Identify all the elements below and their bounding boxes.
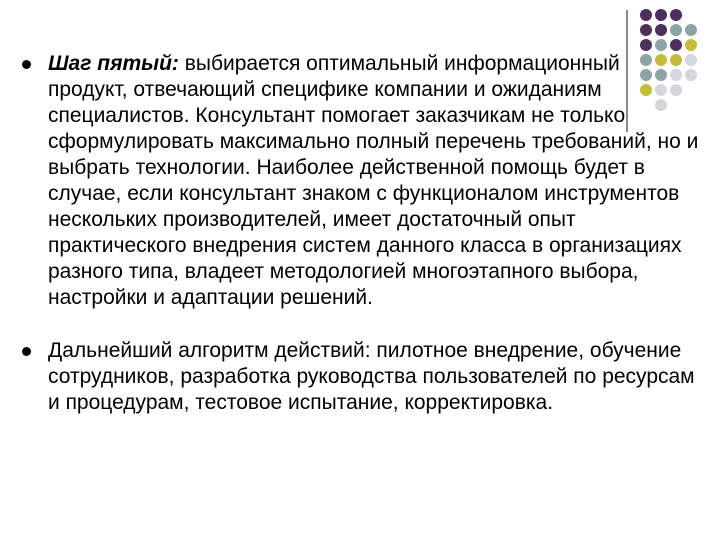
decor-dot — [640, 24, 652, 36]
decor-dot — [685, 24, 697, 36]
bullet-item-step-five — [22, 51, 702, 311]
decor-dot — [685, 39, 697, 51]
decor-dot — [655, 9, 667, 21]
decor-dot — [670, 9, 682, 21]
decor-dot — [670, 39, 682, 51]
bullet-text: выбирается оптимальный информационный продукт, отвечающий специфике компании и ожиданиям специалистов. Консультант помогает заказчикам не только сформулировать максимально полный перечень требований, но и выбрать технологии. Наиболее действенной помощь будет в случае, если консультант знаком с функционалом инструментов нескольких производителей, имеет достаточный опыт практического внедрения систем данного класса в организациях разного типа, владеет методологией многоэтапного выбора, настройки и адаптации решений. — [48, 52, 699, 309]
decor-dot — [640, 39, 652, 51]
bullet-dot-icon — [22, 347, 31, 356]
decor-dot — [655, 39, 667, 51]
decor-dot — [655, 24, 667, 36]
bullet-dot-icon — [22, 60, 31, 69]
bullet-item-next-actions — [22, 338, 702, 416]
bullet-list — [22, 51, 702, 416]
bullet-text: Дальнейший алгоритм действий: пилотное внедрение, обучение сотрудников, разработка руководства пользователей по ресурсам и процедурам, тестовое испытание, корректировка. — [48, 339, 695, 414]
decor-dot — [670, 24, 682, 36]
step-label: Шаг пятый: — [48, 52, 179, 75]
decor-dot — [640, 9, 652, 21]
